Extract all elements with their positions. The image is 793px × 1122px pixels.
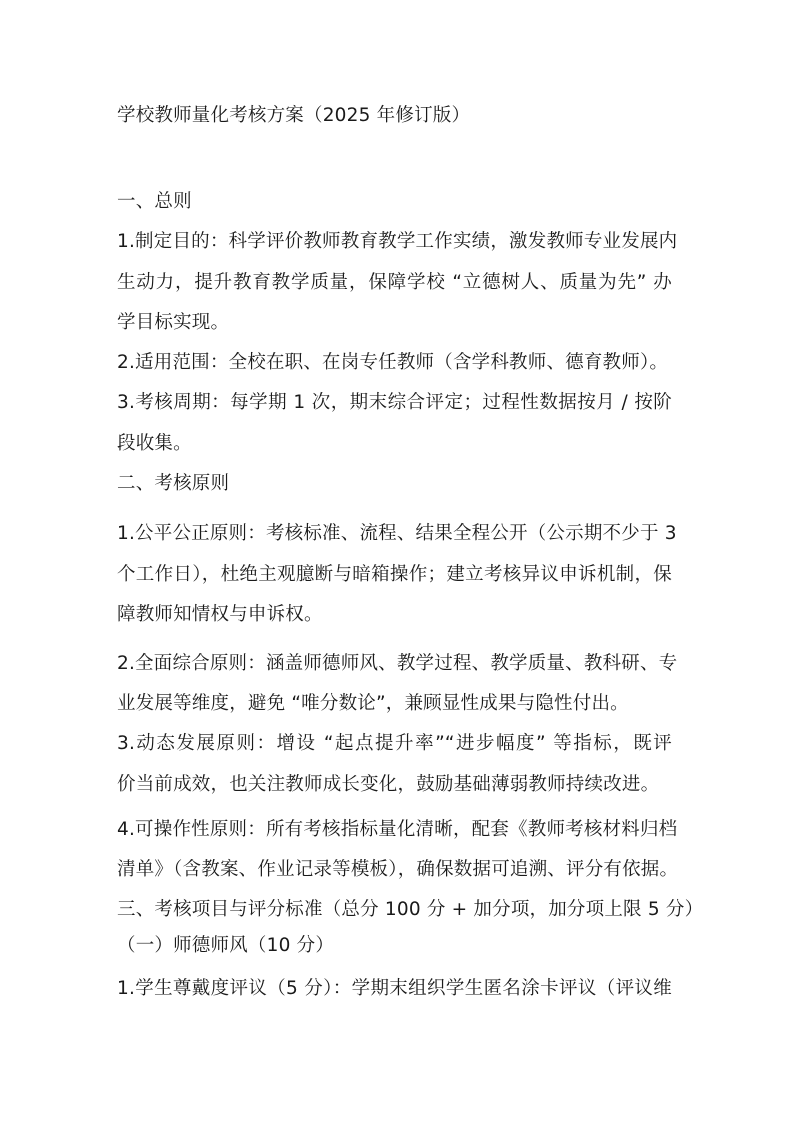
text-line: 个工作日），杜绝主观臆断与暗箱操作；建立考核异议申诉机制，保	[117, 564, 672, 585]
text-line: 3.动态发展原则：增设 “起点提升率”“进步幅度” 等指标，既评	[117, 733, 672, 754]
text-line: 一、总则	[117, 191, 192, 212]
text-line: 障教师知情权与申诉权。	[117, 604, 323, 625]
text-line: 3.考核周期：每学期 1 次，期末综合评定；过程性数据按月 / 按阶	[117, 392, 672, 413]
text-line: 1.学生尊戴度评议（5 分）：学期末组织学生匿名涂卡评议（评议维	[117, 978, 672, 999]
text-line: 1.制定目的：科学评价教师教育教学工作实绩，激发教师专业发展内	[117, 231, 678, 252]
text-line: 生动力，提升教育教学质量，保障学校 “立德树人、质量为先” 办	[117, 272, 672, 293]
document-title: 学校教师量化考核方案（2025 年修订版）	[117, 105, 471, 126]
text-line: 业发展等维度，避免 “唯分数论”，兼顾显性成果与隐性付出。	[117, 693, 629, 714]
text-line: （一）师德师风（10 分）	[117, 935, 335, 956]
text-line: 二、考核原则	[117, 473, 230, 494]
text-line: 4.可操作性原则：所有考核指标量化清晰，配套《教师考核材料归档	[117, 819, 678, 840]
text-line: 2.全面综合原则：涵盖师德师风、教学过程、教学质量、教科研、专	[117, 653, 678, 674]
text-line: 清单》（含教案、作业记录等模板），确保数据可追溯、评分有依据。	[117, 859, 679, 880]
text-line: 2.适用范围：全校在职、在岗专任教师（含学科教师、德育教师）。	[117, 352, 669, 373]
text-line: 1.公平公正原则：考核标准、流程、结果全程公开（公示期不少于 3	[117, 523, 677, 544]
text-line: 学目标实现。	[117, 312, 230, 333]
text-line: 价当前成效，也关注教师成长变化，鼓励基础薄弱教师持续改进。	[117, 774, 660, 795]
text-line: 段收集。	[117, 433, 192, 454]
text-line: 三、考核项目与评分标准（总分 100 分 + 加分项，加分项上限 5 分）	[117, 899, 704, 920]
